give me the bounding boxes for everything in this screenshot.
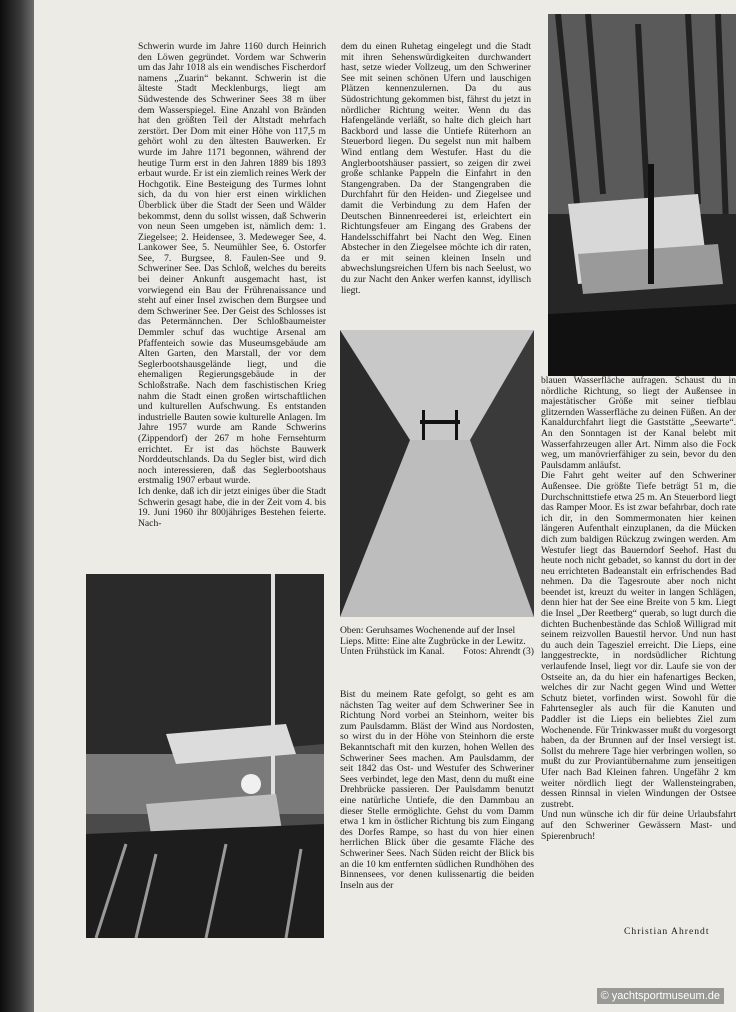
column-2-lower-paragraph-1: Bist du meinem Rate gefolgt, so geht es am nächsten Tag weiter auf dem Schweriner See in Richtung Nord vorbei an Steinhorn, weiter bis zum Paulsdamm. Bläst der Wind aus Nordosten, so wirst du in der Höhe von Steinhorn die erste Bekanntschaft mit den kurzen, hohen Wellen des Schweriner Sees machen. Am Paulsdamm, der seit 1842 das Ost- und Westufer des Schweriner Sees verbindet, lege den Mast, denn du mußt eine Drehbrücke passieren. Der Paulsdamm benutzt eine natürliche Untiefe, die den Dammbau an dieser Stelle ermöglichte. Gehst du vom Damm etwa 1 km in östlicher Richtung bis zum Eingang des Dorfes Rampe, so hast du von hier einen herrlichen Blick über die gesamte Fläche des Schweriner Sees. Nach Süden reicht der Blick bis an die 10 km entfernten südlichen Rundhöhen des Binnensees, vor denen kulissenartig die beiden Inseln aus der	[340, 689, 534, 891]
photo-boat-at-island	[548, 14, 736, 376]
photo-breakfast-in-canal-image	[86, 574, 324, 938]
photo-caption	[340, 626, 534, 658]
book-binding	[0, 0, 34, 1012]
column-1-paragraph-1: Schwerin wurde im Jahre 1160 durch Heinrich den Löwen gegründet. Vordem war Schwerin um das Jahr 1018 als ein wendisches Fischerdorf namens „Zuarin“ bekannt. Schwerin ist die älteste Stadt Mecklenburgs, liegt am Südwestende des Schweriner Sees 38 m über dem Wasserspiegel. Eine Anzahl von Bränden hat den größten Teil der Altstadt mehrfach zerstört. Der Dom mit einer Höhe von 117,5 m gehört wohl zu den ältesten Bauwerken. Er wurde im Jahre 1171 begonnen, während der heutige Turm erst in den Jahren 1889 bis 1893 erbaut wurde. Er ist ein ziemlich reines Werk der Hochgotik. Eine Besteigung des Turmes lohnt sich, da du von hier erst einen wirklichen Überblick über die Stadt der Seen und Wälder bekommst, denn du sollst wissen, daß Schwerin von neun Seen umgeben ist, nämlich dem: 1. Ziegelsee; 2. Heidensee, 3. Medeweger See, 4. Lankower See, 5. Neumühler See, 6. Ostorfer See, 7. Burgsee, 8. Faulen-See und 9. Schweriner See. Das Schloß, welches du bereits bei deiner Ankunft ausgemacht hast, ist vorwiegend ein Bau der Frührenaissance und steht auf einer Insel zwischen dem Burgsee und dem Schweriner See. Der Geist des Schlosses ist das Petermännchen. Der Schloßbaumeister Demmler schuf das wuchtige Arsenal am Pfaffenteich sowie das Museumsgebäude am Alten Garten, den Marstall, der vor dem Seglerbootshausgelände liegt, und die ehemaligen Regierungsgebäude in der Schloßstraße. Nach dem faschistischen Krieg nahm die Stadt einen großen wirtschaftlichen und kulturellen Aufschwung. Es entstanden industrielle Bauten sowie kulturelle Anlagen. Im Jahre 1957 wurde am Rande Schwerins (Zippendorf) der 267 m hohe Fernsehturm errichtet. Er ist das höchste Bauwerk Norddeutschlands. Da du Segler bist, wird dich noch interessieren, daß das Seglerbootshaus erstmalig 1907 erbaut wurde.	[138, 41, 326, 487]
author-signature: Christian Ahrendt	[624, 926, 710, 937]
column-3-paragraph-2: Die Fahrt geht weiter auf den Schweriner Außensee. Die größte Tiefe beträgt 51 m, die Durchschnittstiefe etwa 25 m. An Steuerbord liegt das Ramper Moor. Es ist zwar befahrbar, doch rate ich dir, in den Sommermonaten hier keinen längeren Aufenthalt einzuplanen, da die Mücken dich zum baldigen Rückzug zwingen werden. Am Westufer liegt das Bauerndorf Seehof. Hast du heute noch nicht gebadet, so kannst du dort in der neu errichteten Badeanstalt ein erfrischendes Bad nehmen. Da die Tagesroute aber noch nicht beendet ist, kreuzt du weiter in langen Schlägen, denn hier hat der See eine Breite von 5 km. Liegt die Insel „Der Reetberg“ querab, so lugt durch die dichten Buchenbestände das Schloß Willigrad mit seinem reizvollen Bauestil hervor. Und nun hast du auch dein Tagesziel erreicht. Die Lieps, eine langgestreckte, in nordsüdlicher Richtung verlaufende Insel, liegt vor dir. Laufe sie von der Ostseite an, da du hier ein hafenartiges Becken, welches dir zur Nacht gegen Wind und Wetter Schutz bietet, vorfinden wirst. Sowohl für die Fahrtensegler als auch für die Kanuten und Paddler ist die Lieps ein beliebtes Ziel zum Wochenende. Für Trinkwasser mußt du vorgesorgt haben, da der Brunnen auf der Insel versiegt ist. Sollst du mehrere Tage hier verbringen wollen, so mußt du zur Proviantübernahme zum jenseitigen Ufer nach Bad Kleinen fahren. Ungefähr 2 km weiter nördlich liegt der Wallensteingraben, dessen Rinnsal in vielen Windungen der Ostsee zustrebt.	[541, 470, 736, 810]
photo-breakfast-in-canal	[86, 574, 324, 938]
watermark: © yachtsportmuseum.de	[597, 988, 724, 1004]
column-1-text	[138, 42, 326, 529]
caption-credit: Fotos: Ahrendt (3)	[463, 646, 534, 658]
photo-drawbridge-canal-image	[340, 330, 534, 617]
caption-text: Oben: Geruhsames Wochenende auf der Insel Lieps. Mitte: Eine alte Zugbrücke in der Lewitz. Unten Frühstück im Kanal.	[340, 625, 526, 658]
photo-boat-at-island-image	[548, 14, 736, 376]
column-2-text	[341, 42, 531, 296]
column-3-paragraph-1: blauen Wasserfläche aufragen. Schaust du in nördliche Richtung, so liegt der Außensee in majestätischer Größe mit seiner tiefblau glitzernden Wasserfläche zu deinen Füßen. An der Kanaldurchfahrt liegt die Gaststätte „Seewarte“. An den Sonntagen ist der Kanal belebt mit Wasserfahrzeugen aller Art. Nimm also die Fock weg, um manövrierfähiger zu sein, bevor du den Paulsdamm anläufst.	[541, 375, 736, 471]
magazine-page	[34, 0, 736, 1012]
column-3-text	[541, 376, 736, 842]
photo-drawbridge-canal	[340, 330, 534, 617]
column-2-paragraph-1: dem du einen Ruhetag eingelegt und die Stadt mit ihren Sehenswürdigkeiten durchwandert hast, setze wieder Vollzeug, um den Schweriner See mit seinen schönen Ufern und lauschigen Plätzen kennenzulernen. Da du aus Südostrichtung gekommen bist, fährst du jetzt in nördlicher Richtung weiter. Wenn du das Hafengelände verläßt, so halte dich gleich hart Backbord und lasse die Untiefe Rüterhorn an Steuerbord liegen. Du segelst nun mit halbem Wind entlang dem Westufer. Hast du die Anglerbootshäuser passiert, so zeigen dir zwei große schlanke Pappeln die Einfahrt in den Stangengraben. Da der Stangengraben die Durchfahrt für den Heiden- und Ziegelsee und damit die Verbindung zu dem Hafen der Deutschen Binnenreederei ist, erleichtert ein Richtungsfeuer am Eingang des Grabens der Handelsschiffahrt bei Nacht den Weg. Einen Abstecher in den Ziegelsee möchte ich dir raten, da er mit seinen kleinen Inseln und abwechslungsreichen Ufern bis nach Seelust, wo du zur Nacht den Anker werfen kannst, idyllisch liegt.	[341, 41, 531, 296]
column-3-paragraph-3: Und nun wünsche ich dir für deine Urlaubsfahrt auf den Schweriner Gewässern Mast- und Spierenbruch!	[541, 809, 736, 842]
column-2-lower-text	[340, 690, 534, 891]
column-1-paragraph-2: Ich denke, daß ich dir jetzt einiges über die Stadt Schwerin gesagt habe, die in der Zeit vom 4. bis 19. Juni 1960 ihr 800jähriges Bestehen feierte. Nach-	[138, 485, 326, 529]
